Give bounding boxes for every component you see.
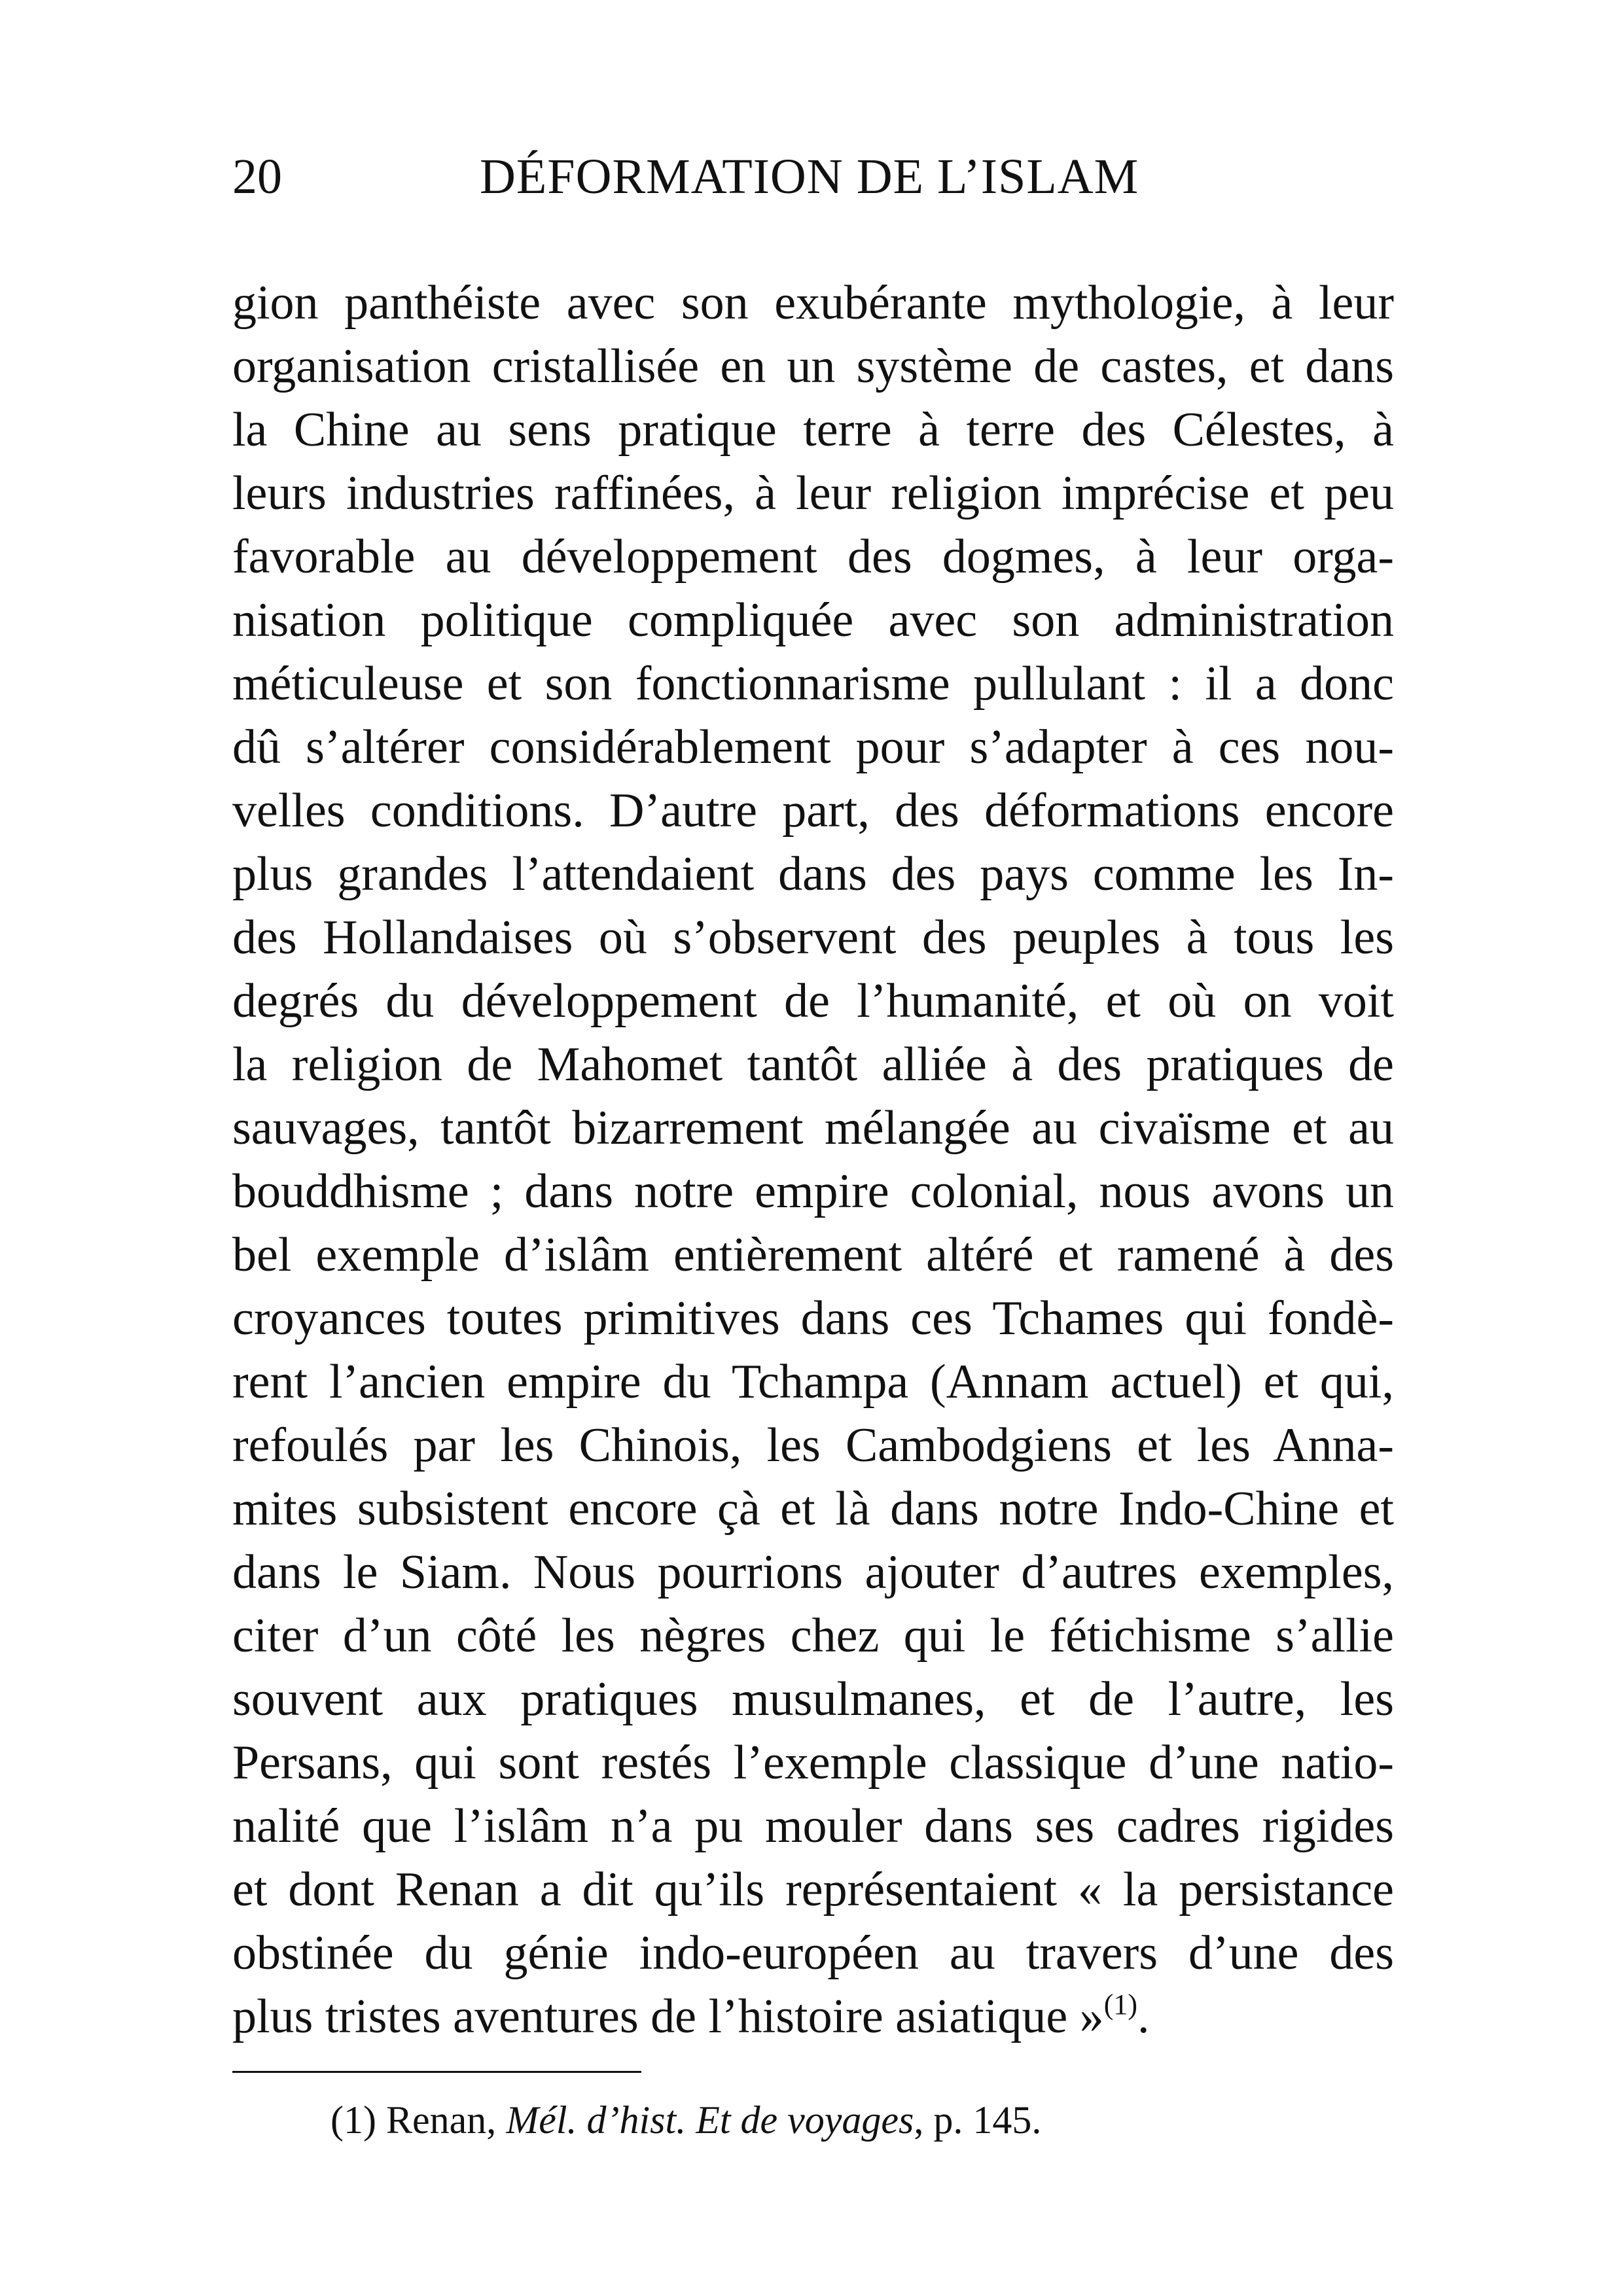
footnote-work-title: Mél. d’hist. Et de voyages	[506, 2098, 914, 2142]
text-line: des Hollandaises où s’observent des peuples à tous les	[232, 911, 1394, 964]
text-line: plus grandes l’attendaient dans des pays comme les In-	[232, 847, 1394, 901]
footnote	[330, 2091, 1378, 2149]
text-line: la Chine au sens pratique terre à terre des Célestes, à	[232, 403, 1394, 457]
text-line: gion panthéiste avec son exubérante mythologie, à leur	[232, 276, 1394, 330]
text-line: la religion de Mahomet tantôt alliée à des pratiques de	[232, 1038, 1394, 1091]
text-line: favorable au développement des dogmes, à leur orga-	[232, 530, 1394, 584]
footnote-number: (1)	[330, 2098, 376, 2142]
text-line: nalité que l’islâm n’a pu mouler dans ses cadres rigides	[232, 1799, 1394, 1853]
text-line: bouddhisme ; dans notre empire colonial, nous avons un	[232, 1165, 1394, 1218]
footnote-page-ref: , p. 145.	[914, 2098, 1042, 2142]
text-line: dû s’altérer considérablement pour s’adapter à ces nou-	[232, 720, 1394, 774]
text-line: Persans, qui sont restés l’exemple classique d’une natio-	[232, 1736, 1394, 1790]
text-line: bel exemple d’islâm entièrement altéré et ramené à des	[232, 1228, 1394, 1282]
text-line: degrés du développement de l’humanité, et où on voit	[232, 974, 1394, 1028]
body-text	[232, 272, 1394, 2049]
text-line: obstinée du génie indo-européen au travers d’une des	[232, 1926, 1394, 1980]
last-line-end: .	[1137, 1990, 1150, 2043]
text-line: leurs industries raffinées, à leur religion imprécise et peu	[232, 467, 1394, 520]
footnote-author: Renan,	[376, 2098, 507, 2142]
footnote-divider	[232, 2071, 641, 2073]
text-line: nisation politique compliquée avec son administration	[232, 593, 1394, 647]
text-line-last	[232, 1985, 1394, 2049]
text-line: organisation cristallisée en un système de castes, et dans	[232, 340, 1394, 393]
text-line: rent l’ancien empire du Tchampa (Annam actuel) et qui,	[232, 1355, 1394, 1409]
last-line-text: plus tristes aventures de l’histoire asiatique »	[232, 1990, 1104, 2043]
text-line: et dont Renan a dit qu’ils représentaient « la persistance	[232, 1863, 1394, 1916]
text-line: méticuleuse et son fonctionnarisme pullulant : il a donc	[232, 657, 1394, 711]
text-line: sauvages, tantôt bizarrement mélangée au civaïsme et au	[232, 1101, 1394, 1155]
text-line: refoulés par les Chinois, les Cambodgiens et les Anna-	[232, 1419, 1394, 1472]
text-line: souvent aux pratiques musulmanes, et de l’autre, les	[232, 1672, 1394, 1726]
running-title: DÉFORMATION DE L’ISLAM	[480, 149, 1139, 204]
text-line: velles conditions. D’autre part, des déformations encore	[232, 784, 1394, 838]
text-line: dans le Siam. Nous pourrions ajouter d’autres exemples,	[232, 1545, 1394, 1599]
footnote-reference[interactable]: (1)	[1103, 1988, 1137, 2021]
page-number: 20	[232, 149, 282, 204]
running-head	[232, 141, 1394, 213]
text-line: mites subsistent encore çà et là dans notre Indo-Chine et	[232, 1482, 1394, 1536]
text-line: croyances toutes primitives dans ces Tchames qui fondè-	[232, 1292, 1394, 1345]
text-line: citer d’un côté les nègres chez qui le fétichisme s’allie	[232, 1609, 1394, 1663]
